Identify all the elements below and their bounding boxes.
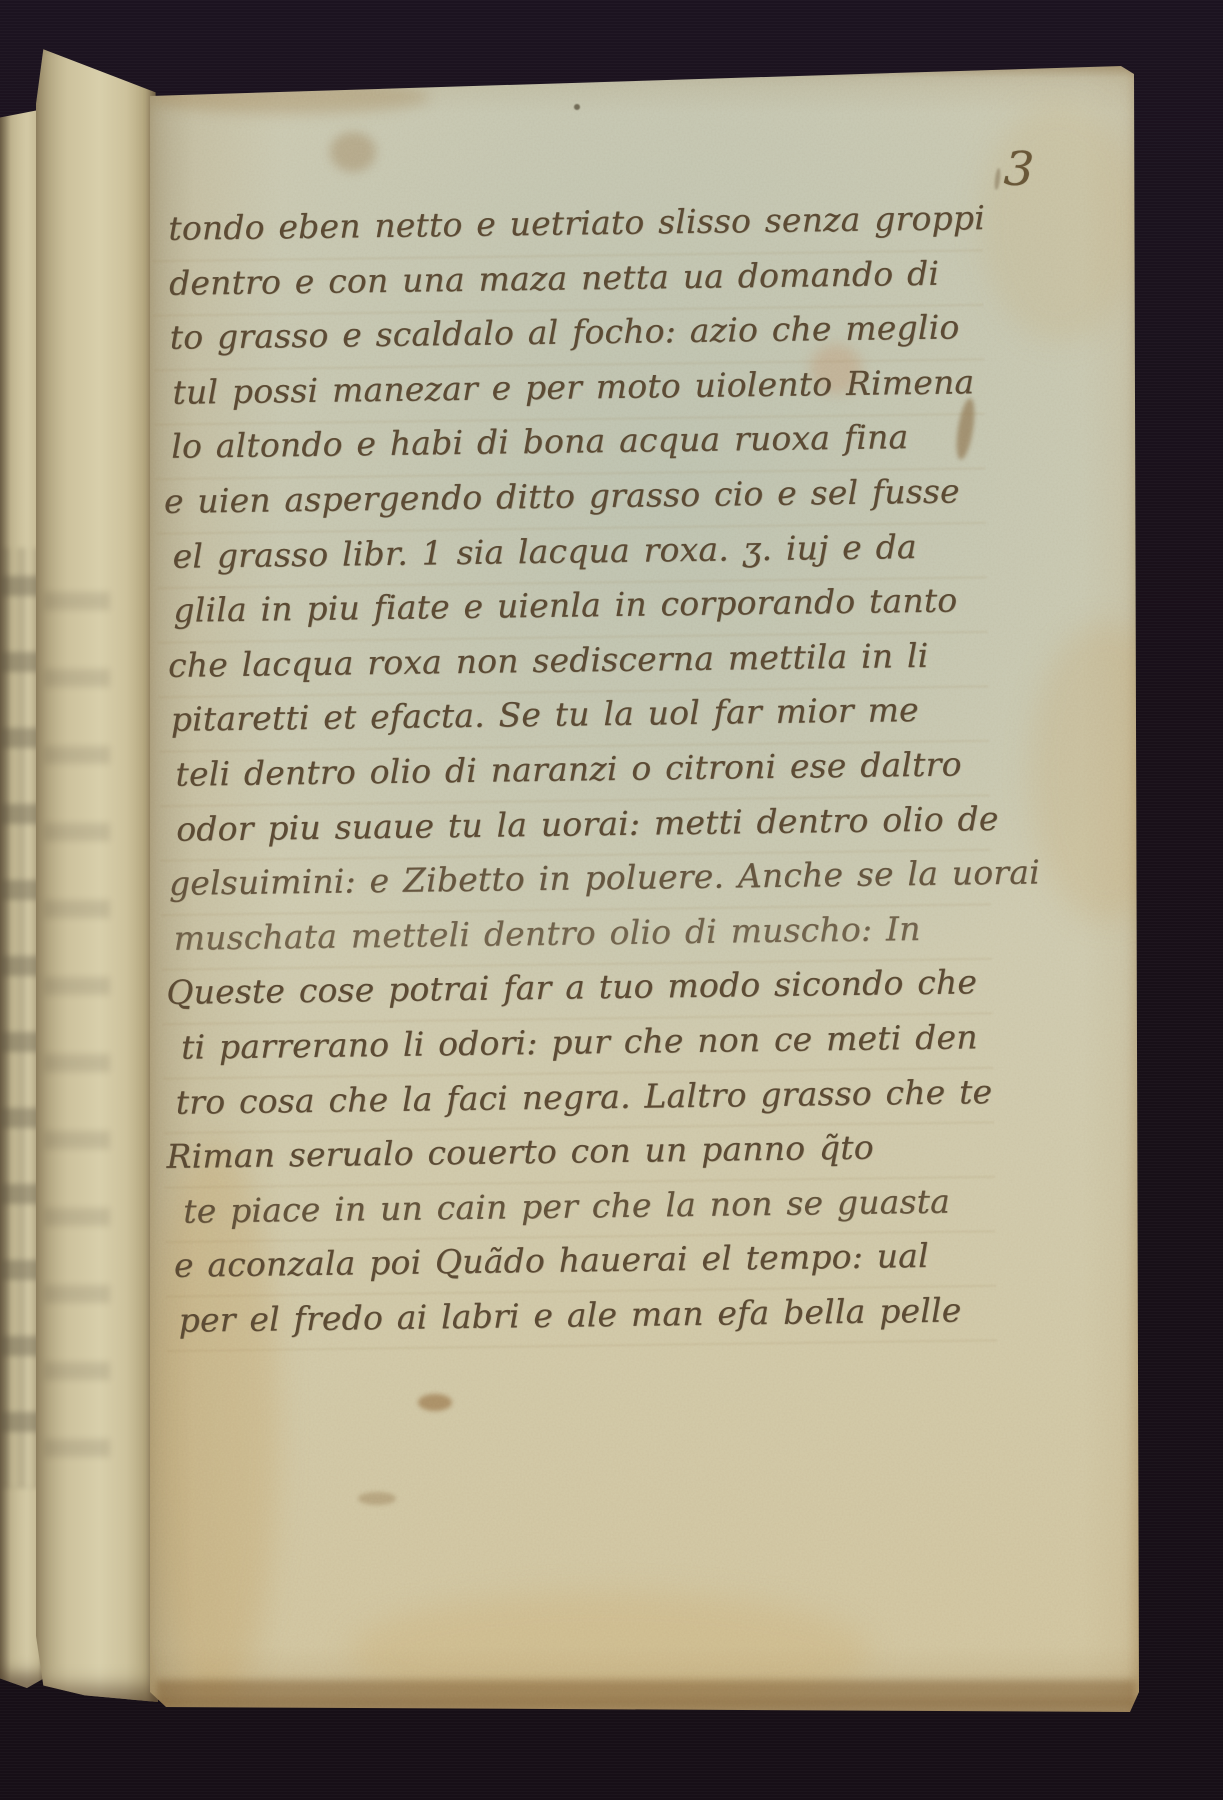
manuscript-page [146,62,1144,1718]
parchment-grain-texture [146,62,1144,1718]
page-edge-showthrough-text-inner [44,560,110,1480]
